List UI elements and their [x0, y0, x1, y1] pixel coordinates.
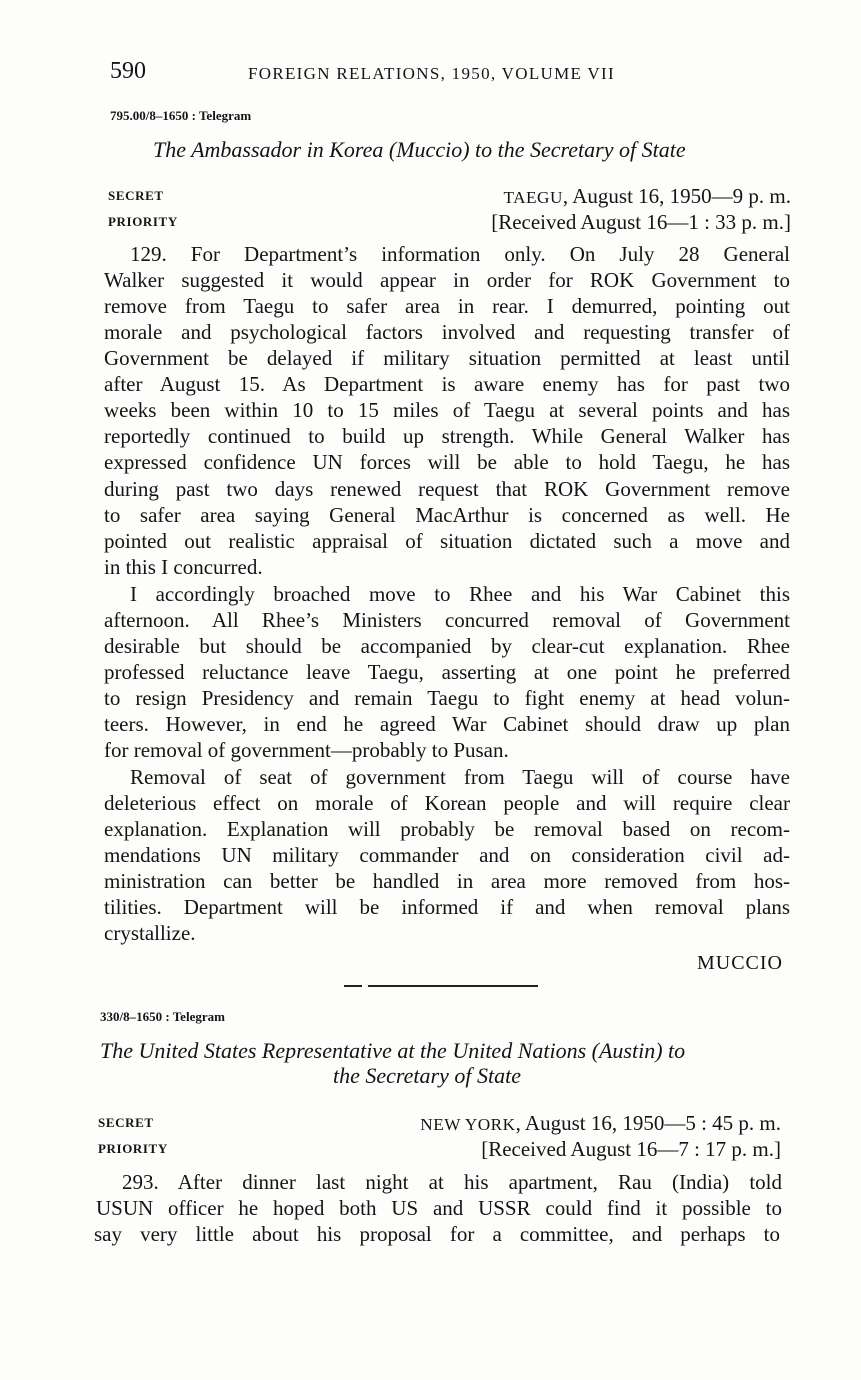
separator-rule-short: [344, 985, 362, 987]
file-reference: 330/8–1650 : Telegram: [100, 1009, 225, 1024]
received-line: [Received August 16—7 : 17 p. m.]: [481, 1137, 781, 1161]
body-line: 129. For Department’s information only. On July 28 General: [130, 242, 790, 266]
document-title-line-2: the Secretary of State: [333, 1063, 521, 1088]
body-line: tilities. Department will be informed if and when removal plans: [104, 895, 790, 919]
body-line: USUN officer he hoped both US and USSR could find it possible to: [96, 1196, 782, 1220]
body-line: to resign Presidency and remain Taegu to fight enemy at head volun-: [104, 686, 790, 710]
body-line: ministration can better be handled in area more removed from hos-: [104, 869, 790, 893]
dateline-place: TAEGU: [503, 188, 563, 207]
body-line: in this I concurred.: [104, 555, 263, 579]
body-line: say very little about his proposal for a committee, and perhaps to: [94, 1222, 780, 1246]
dateline: [503, 184, 791, 209]
dateline-place: NEW YORK: [420, 1115, 516, 1134]
dateline: [420, 1111, 781, 1136]
body-line: 293. After dinner last night at his apartment, Rau (India) told: [122, 1170, 782, 1194]
body-line: explanation. Explanation will probably be removal based on recom-: [104, 817, 790, 841]
body-line: remove from Taegu to safer area in rear. I demurred, pointing out: [104, 294, 790, 318]
body-line: crystallize.: [104, 921, 196, 945]
file-reference: 795.00/8–1650 : Telegram: [110, 108, 252, 123]
body-line: Walker suggested it would appear in order for ROK Government to: [104, 268, 790, 292]
body-line: reportedly continued to build up strength. While General Walker has: [104, 424, 790, 448]
body-line: teers. However, in end he agreed War Cabinet should draw up plan: [104, 712, 790, 736]
body-line: Removal of seat of government from Taegu will of course have: [130, 765, 790, 789]
body-line: pointed out realistic appraisal of situation dictated such a move and: [104, 529, 790, 553]
separator-rule-long: [368, 985, 538, 987]
running-title: FOREIGN RELATIONS, 1950, VOLUME VII: [248, 64, 615, 83]
classification-label: SECRET: [108, 188, 164, 203]
body-line: after August 15. As Department is aware enemy has for past two: [104, 372, 790, 396]
body-line: professed reluctance leave Taegu, asserting at one point he preferred: [104, 660, 790, 684]
body-line: weeks been within 10 to 15 miles of Taegu at several points and has: [104, 398, 790, 422]
body-line: afternoon. All Rhee’s Ministers concurred removal of Government: [104, 608, 790, 632]
body-line: Government be delayed if military situation permitted at least until: [104, 346, 790, 370]
body-line: I accordingly broached move to Rhee and his War Cabinet this: [130, 582, 790, 606]
page-number: 590: [110, 58, 146, 84]
document-title: The Ambassador in Korea (Muccio) to the Secretary of State: [153, 137, 686, 162]
dateline-date: , August 16, 1950—9 p. m.: [562, 184, 791, 208]
signature: MUCCIO: [696, 952, 783, 974]
body-line: expressed confidence UN forces will be able to hold Taegu, he has: [104, 450, 790, 474]
body-line: during past two days renewed request that ROK Government remove: [104, 477, 790, 501]
priority-label: PRIORITY: [108, 214, 178, 229]
body-line: for removal of government—probably to Pusan.: [104, 738, 509, 762]
body-line: deleterious effect on morale of Korean people and will require clear: [104, 791, 790, 815]
body-line: to safer area saying General MacArthur is concerned as well. He: [104, 503, 790, 527]
body-line: mendations UN military commander and on consideration civil ad-: [104, 843, 790, 867]
classification-label: SECRET: [98, 1115, 154, 1130]
document-title-line-1: The United States Representative at the United Nations (Austin) to: [100, 1038, 686, 1063]
body-line: desirable but should be accompanied by clear-cut explanation. Rhee: [104, 634, 790, 658]
dateline-date: , August 16, 1950—5 : 45 p. m.: [515, 1111, 781, 1135]
body-line: morale and psychological factors involved and requesting transfer of: [104, 320, 790, 344]
received-line: [Received August 16—1 : 33 p. m.]: [491, 210, 791, 234]
priority-label: PRIORITY: [98, 1141, 168, 1156]
